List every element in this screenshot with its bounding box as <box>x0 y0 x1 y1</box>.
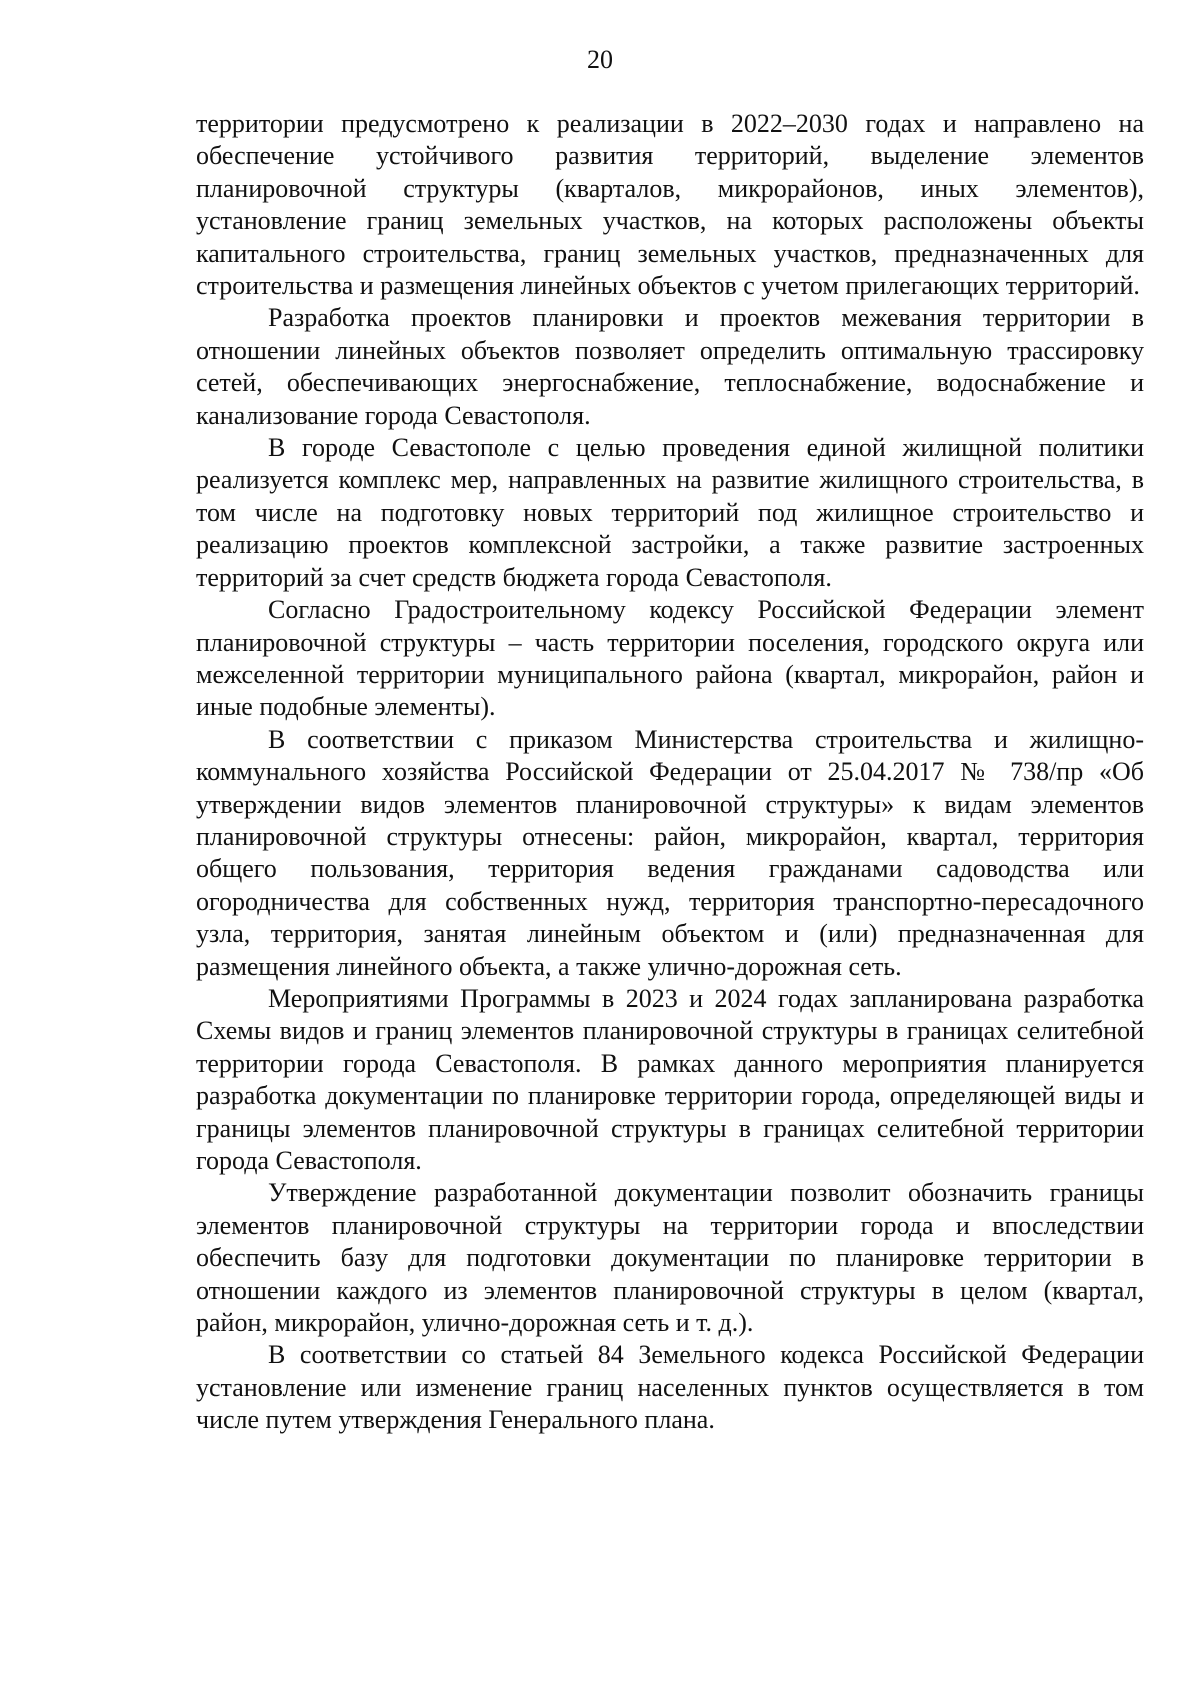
page-number: 20 <box>587 45 613 74</box>
paragraph-3: В городе Севастополе с целью проведения единой жилищной политики реализуется комплекс мер, направленных на развитие жилищного строительства, в том числе на подготовку новых территорий под жилищное строительство и реализацию проектов комплексной застройки, а также развитие застроенных территорий за счет средств бюджета города Севастополя. <box>196 433 1144 592</box>
paragraph-6: Мероприятиями Программы в 2023 и 2024 годах запланирована разработка Схемы видов и границ элементов планировочной структуры в границах селитебной территории города Севастополя. В рамках данного мероприятия планируется разработка документации по планировке территории города, определяющей виды и границы элементов планировочной структуры в границах селитебной территории города Севастополя. <box>196 983 1144 1175</box>
paragraph-5: В соответствии с приказом Министерства строительства и жилищно-коммунального хозяйства Российской Федерации от 25.04.2017 № 738/пр «Об утверждении видов элементов планировочной структуры» к видам элементов планировочной структуры отнесены: район, микрорайон, квартал, территория общего пользования, территория ведения гражданами садоводства или огородничества для собственных нужд, территория транспортно-пересадочного узла, территория, занятая линейным объектом и (или) предназначенная для размещения линейного объекта, а также улично-дорожная сеть. <box>196 724 1144 981</box>
paragraph-2: Разработка проектов планировки и проектов межевания территории в отношении линейных объектов позволяет определить оптимальную трассировку сетей, обеспечивающих энергоснабжение, теплоснабжение, водоснабжение и канализование города Севастополя. <box>196 303 1144 430</box>
paragraph-8: В соответствии со статьей 84 Земельного кодекса Российской Федерации установление или изменение границ населенных пунктов осуществляется в том числе путем утверждения Генерального плана. <box>196 1340 1144 1435</box>
paragraph-4: Согласно Градостроительному кодексу Российской Федерации элемент планировочной структуры – часть территории поселения, городского округа или межселенной территории муниципального района (квартал, микрорайон, район и иные подобные элементы). <box>196 595 1144 722</box>
paragraph-7: Утверждение разработанной документации позволит обозначить границы элементов планировочной структуры на территории города и впоследствии обеспечить базу для подготовки документации по планировке территории в отношении каждого из элементов планировочной структуры в целом (квартал, район, микрорайон, улично-дорожная сеть и т. д.). <box>196 1178 1144 1338</box>
paragraph-1: территории предусмотрено к реализации в 2022–2030 годах и направлено на обеспечение устойчивого развития территорий, выделение элементов планировочной структуры (кварталов, микрорайонов, иных элементов), установление границ земельных участков, на которых расположены объекты капитального строительства, границ земельных участков, предназначенных для строительства и размещения линейных объектов с учетом прилегающих территорий. <box>196 109 1144 301</box>
body-text <box>196 108 1144 1437</box>
